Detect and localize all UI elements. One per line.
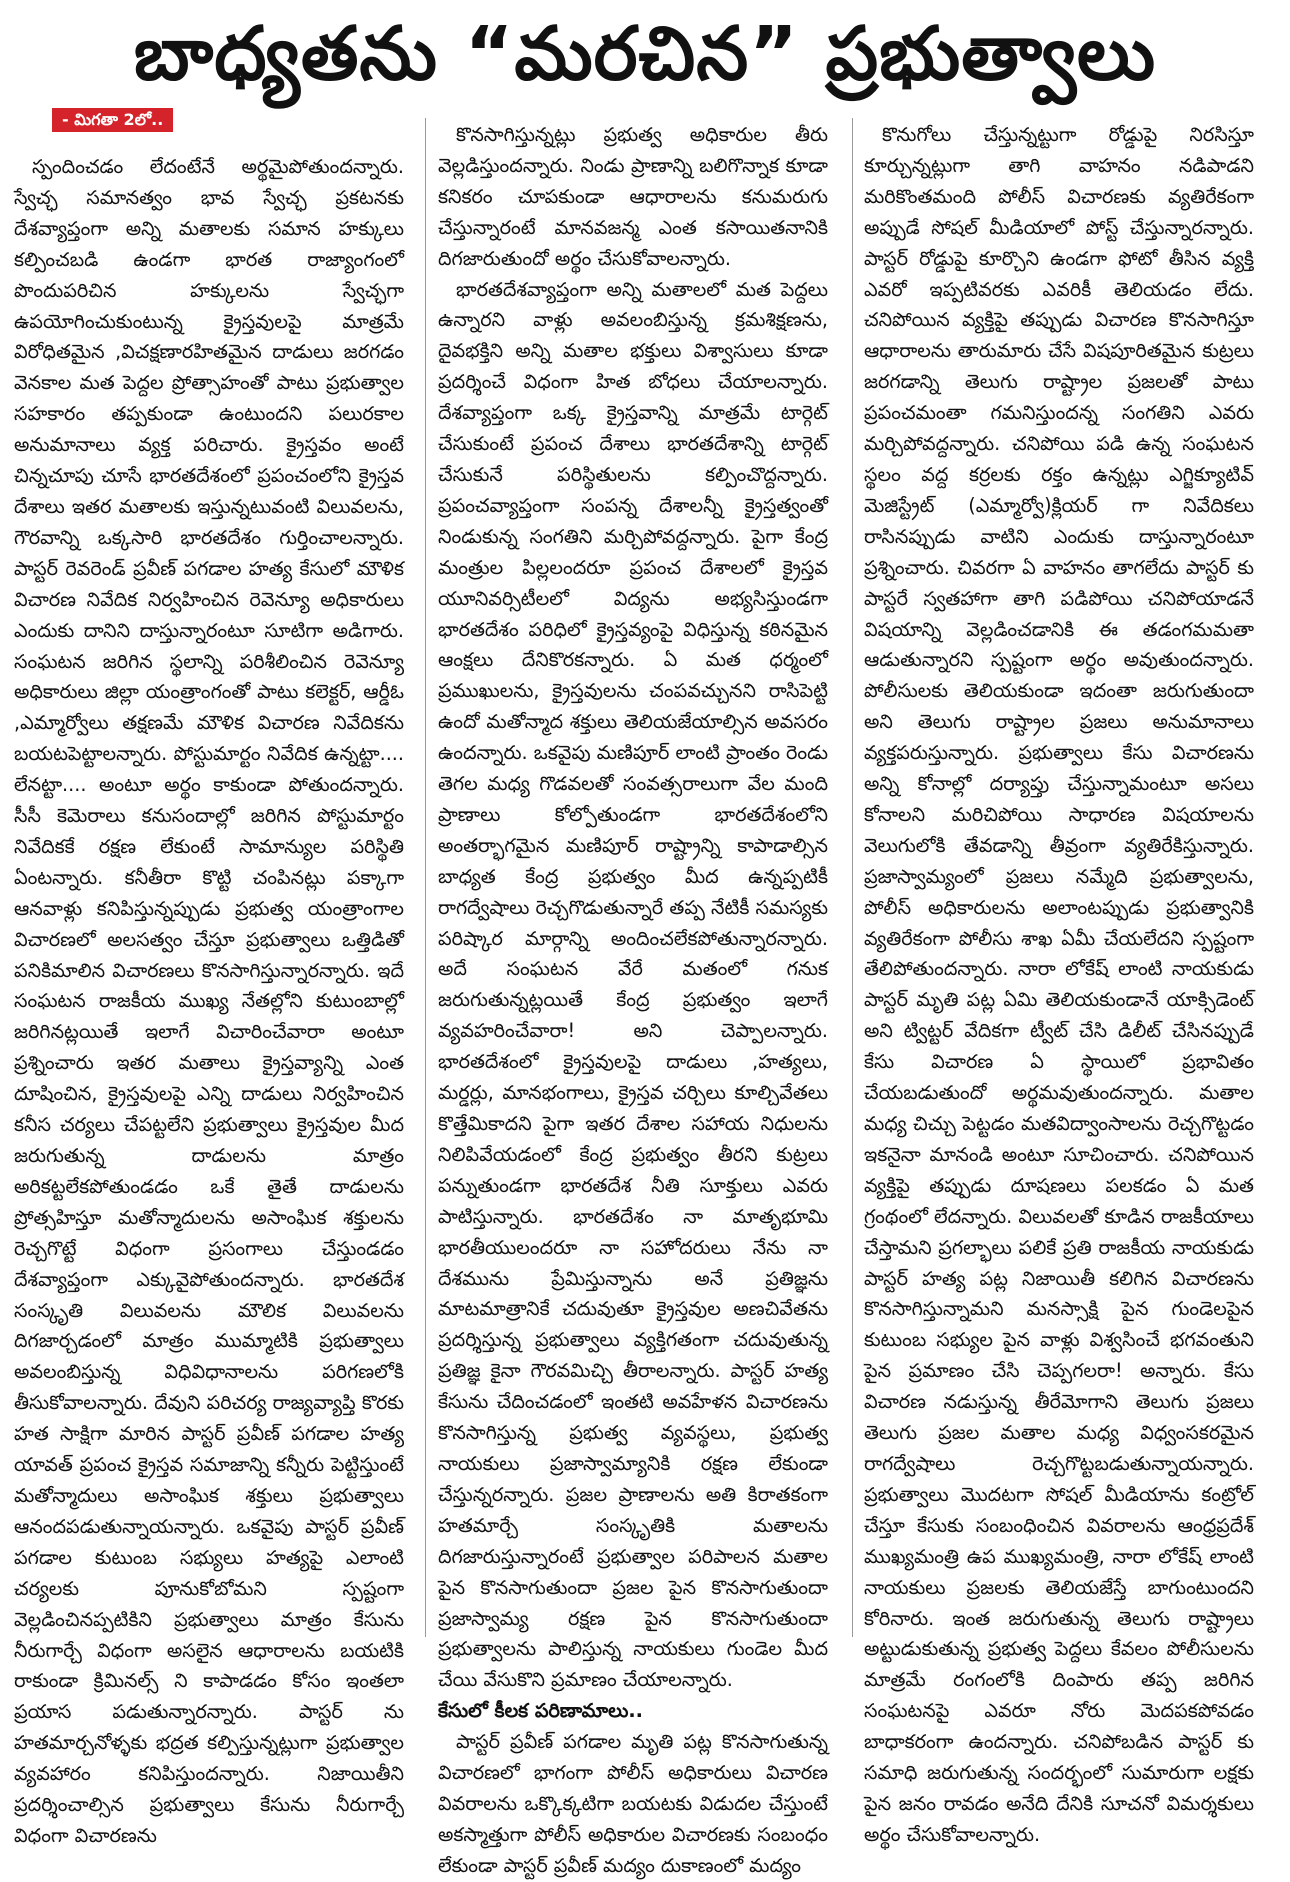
subheading: కేసులో కీలక పరిణామాలు.. <box>438 1699 643 1723</box>
article-column-3 <box>864 120 1255 1846</box>
column-divider <box>852 118 853 1637</box>
column-divider <box>425 118 426 1637</box>
article-paragraph: భారతదేశవ్యాప్తంగా అన్ని మతాలలో మత పెద్దలు ఉన్నారని వాళ్లు అవలంబిస్తున్న క్రమశిక్షణను, దైవభక్తిని అన్ని మతాల భక్తులు విశ్వాసులు కూడా ప్రదర్శించే విధంగా హిత బోధలు చేయాలన్నారు. దేశవ్యాప్తంగా ఒక్క క్రైస్తవాన్ని మాత్రమే టార్గెట్ చేసుకుంటే ప్రపంచ దేశాలు భారతదేశాన్ని టార్గెట్ చేసుకునే పరిస్థితులను కల్పించొద్దన్నారు. ప్రపంచవ్యాప్తంగా సంపన్న దేశాలన్నీ క్రైస్తత్వంతో నిండుకున్న సంగతిని మర్చిపోవద్దన్నారు. పైగా కేంద్ర మంత్రుల పిల్లలందరూ ప్రపంచ దేశాలలో క్రైస్తవ యూనివర్సిటీలలో విద్యను అభ్యసిస్తుండగా భారతదేశం పరిధిలో క్రైస్తవ్యంపై విధిస్తున్న కఠినమైన ఆంక్షలు దేనికొరకన్నారు. ఏ మత ధర్మంలో ప్రముఖులను, క్రైస్తవులను చంపవచ్చునని రాసిపెట్టి ఉందో మతోన్మాద శక్తులు తెలియజేయాల్సిన అవసరం ఉందన్నారు. ఒకవైపు మణిపూర్ లాంటి ప్రాంతం రెండు తెగల మధ్య గొడవలతో సంవత్సరాలుగా వేల మంది ప్రాణాలు కోల్పోతుండగా భారతదేశంలోని అంతర్భాగమైన మణిపూర్ రాష్ట్రాన్ని కాపాడాల్సిన బాధ్యత కేంద్ర ప్రభుత్వం మీద ఉన్నప్పటికీ రాగద్వేషాలు రెచ్చగొడుతున్నారే తప్ప నేటికీ సమస్యకు పరిష్కార మార్గాన్ని అందించలేకపోతున్నారన్నారు. అదే సంఘటన వేరే మతంలో గనుక జరుగుతున్నట్లయితే కేంద్ర ప్రభుత్వం ఇలాగే వ్యవహరించేవారా! అని చెప్పాలన్నారు. భారతదేశంలో క్రైస్తవులపై దాడులు ,హత్యలు, మర్డర్లు, మానభంగాలు, క్రైస్తవ చర్చిలు కూల్చివేతలు కొత్తేమికాదని పైగా ఇతర దేశాల సహాయ నిధులను నిలిపివేయడంలో కేంద్ర ప్రభుత్వం తీరని కుట్రలు పన్నుతుండగా భారతదేశ నీతి సూక్తులు ఎవరు పాటిస్తున్నారు. భారతదేశం నా మాతృభూమి భారతీయులందరూ నా సహోదరులు నేను నా దేశమును ప్రేమిస్తున్నాను అనే ప్రతిజ్ఞను మాటమాత్రానికే చదువుతూ క్రైస్తవుల అణచివేతను ప్రదర్శిస్తున్న ప్రభుత్వాలు వ్యక్తిగతంగా చదువుతున్న ప్రతిజ్ఞ కైనా గౌరవమిచ్చి తీరాలన్నారు. పాస్టర్ హత్య కేసును చేదించడంలో ఇంతటి అవహేళన విచారణను కొనసాగిస్తున్న ప్రభుత్వ వ్యవస్థలు, ప్రభుత్వ నాయకులు ప్రజాస్వామ్యానికి రక్షణ లేకుండా చేస్తున్నరన్నారు. ప్రజల ప్రాణాలను అతి కిరాతకంగా హతమార్చే సంస్కృతికి మతాలను దిగజారుస్తున్నారంటే ప్రభుత్వాల పరిపాలన మతాల పైన కొనసాగుతుందా ప్రజల పైన కొనసాగుతుందా ప్రజాస్వామ్య రక్షణ పైన కొనసాగుతుందా ప్రభుత్వాలను పాలిస్తున్న నాయకులు గుండెల మీద చేయి వేసుకొని ప్రమాణం చేయాలన్నారు. <box>438 277 828 1692</box>
continued-tag: - మిగతా 2లో.. <box>52 108 173 132</box>
headline: బాధ్యతను “మరచిన” ప్రభుత్వాలు <box>133 11 1157 97</box>
article-paragraph: కొనసాగిస్తున్నట్లు ప్రభుత్వ అధికారుల తీరు వెల్లడిస్తుందన్నారు. నిండు ప్రాణాన్ని బలిగొన్నాక కూడా కనికరం చూపకుండా ఆధారాలను కనుమరుగు చేస్తున్నారంటే మానవజన్మ ఎంత కసాయితనానికి దిగజారుతుందో అర్థం చేసుకోవాలన్నారు. <box>438 123 828 270</box>
article-column-2 <box>438 120 828 1877</box>
article-paragraph: స్పందించడం లేదంటేనే అర్థమైపోతుందన్నారు. స్వేచ్ఛ సమానత్వం భావ స్వేచ్ఛ ప్రకటనకు దేశవ్యాప్తంగా అన్ని మతాలకు సమాన హక్కులు కల్పించబడి ఉండగా భారత రాజ్యాంగంలో పొందుపరిచిన హక్కులను స్వేచ్ఛగా ఉపయోగించుకుంటున్న క్రైస్తవులపై మాత్రమే విరోధితమైన ,విచక్షణారహితమైన దాడులు జరగడం వెనకాల మత పెద్దల ప్రోత్సాహంతో పాటు ప్రభుత్వాల సహకారం తప్పకుండా ఉంటుందని పలురకాల అనుమానాలు వ్యక్త పరిచారు. క్రైస్తవం అంటే చిన్నచూపు చూసే భారతదేశంలో ప్రపంచంలోని క్రైస్తవ దేశాలు ఇతర మతాలకు ఇస్తున్నటువంటి విలువలను, గౌరవాన్ని ఒక్కసారి భారతదేశం గుర్తించాలన్నారు. పాస్టర్ రెవరెండ్ ప్రవీణ్ పగడాల హత్య కేసులో మౌళిక విచారణ నివేదిక నిర్వహించిన రెవెన్యూ అధికారులు ఎందుకు దానిని దాస్తున్నారంటూ సూటిగా అడిగారు. సంఘటన జరిగిన స్థలాన్ని పరిశీలించిన రెవెన్యూ అధికారులు జిల్లా యంత్రాంగంతో పాటు కలెక్టర్, ఆర్డీఓ ,ఎమ్మార్వోలు తక్షణమే మౌళిక విచారణ నివేదికను బయటపెట్టాలన్నారు. పోస్టుమార్టం నివేదిక ఉన్నట్టా.... లేనట్టా.... అంటూ అర్థం కాకుండా పోతుందన్నారు. సీసీ కెమెరాలు కనుసందాల్లో జరిగిన పోస్టుమార్టం నివేదికకే రక్షణ లేకుంటే సామాన్యుల పరిస్థితి ఏంటన్నారు. కనీతీరా కొట్టి చంపినట్లు పక్కాగా ఆనవాళ్లు కనిపిస్తున్నప్పుడు ప్రభుత్వ యంత్రాంగాల విచారణలో అలసత్వం చేస్తూ ప్రభుత్వాలు ఒత్తిడితో పనికిమాలిన విచారణలు కొనసాగిస్తున్నారన్నారు. ఇదే సంఘటన రాజకీయ ముఖ్య నేతల్లోని కుటుంబాల్లో జరిగినట్లయితే ఇలాగే విచారించేవారా అంటూ ప్రశ్నించారు ఇతర మతాలు క్రైస్తవ్యాన్ని ఎంత దూషించిన, క్రైస్తవులపై ఎన్ని దాడులు నిర్వహించిన కనీస చర్యలు చేపట్టలేని ప్రభుత్వాలు క్రైస్తవుల మీద జరుగుతున్న దాడులను మాత్రం అరికట్టలేకపోతుండడం ఒకే తైతే దాడులను ప్రోత్సహిస్తూ మతోన్మాదులను అసాంఘిక శక్తులను రెచ్చగొట్టే విధంగా ప్రసంగాలు చేస్తుండడం దేశవ్యాప్తంగా ఎక్కువైపోతుందన్నారు. భారతదేశ సంస్కృతి విలువలను మౌలిక విలువలను దిగజార్చడంలో మాత్రం ముమ్మాటికి ప్రభుత్వాలు అవలంబిస్తున్న విధివిధానాలను పరిగణలోకి తీసుకోవాలన్నారు. దేవుని పరిచర్య రాజ్యవ్యాప్తి కొరకు హత సాక్షిగా మారిన పాస్టర్ ప్రవీణ్ పగడాల హత్య యావత్ ప్రపంచ క్రైస్తవ సమాజాన్ని కన్నీరు పెట్టిస్తుంటే మతోన్మాదులు అసాంఘిక శక్తులు ప్రభుత్వాలు ఆనందపడుతున్నాయన్నారు. ఒకవైపు పాస్టర్ ప్రవీణ్ పగడాల కుటుంబ సభ్యులు హత్యపై ఎలాంటి చర్యలకు పూనుకోబోమని స్పష్టంగా వెల్లడించినప్పటికిని ప్రభుత్వాలు మాత్రం కేసును నీరుగార్చే విధంగా అసలైన ఆధారాలను బయటికి రాకుండా క్రిమినల్స్ ని కాపాడడం కోసం ఇంతలా ప్రయాస పడుతున్నారన్నారు. పాస్టర్ ను హతమార్చనోళ్ళకు భద్రత కల్పిస్తున్నట్లుగా ప్రభుత్వాల వ్యవహారం కనిపిస్తుందన్నారు. నిజాయితీని ప్రదర్శించాల్సిన ప్రభుత్వాలు కేసును నీరుగార్చే విధంగా విచారణను <box>14 155 404 1847</box>
article-paragraph: కొనుగోలు చేస్తున్నట్టుగా రోడ్డుపై నిరసిస్తూ కూర్చున్నట్లుగా తాగి వాహనం నడిపాడని మరికొంతమంది పోలీస్ విచారణకు వ్యతిరేకంగా అప్పుడే సోషల్ మీడియాలో పోస్ట్ చేస్తున్నారన్నారు. పాస్టర్ రోడ్డుపై కూర్చొని ఉండగా ఫోటో తీసిన వ్యక్తి ఎవరో ఇప్పటివరకు ఎవరికీ తెలియడం లేదు. చనిపోయిన వ్యక్తిపై తప్పుడు విచారణ కొనసాగిస్తూ ఆధారాలను తారుమారు చేసే విషపూరితమైన కుట్రలు జరగడాన్ని తెలుగు రాష్ట్రాల ప్రజలతో పాటు ప్రపంచమంతా గమనిస్తుందన్న సంగతిని ఎవరు మర్చిపోవద్దన్నారు. చనిపోయి పడి ఉన్న సంఘటన స్థలం వద్ద కర్రలకు రక్తం ఉన్నట్లు ఎగ్జిక్యూటివ్ మెజిస్ట్రేట్ (ఎమ్మార్వో)క్లియర్ గా నివేదికలు రాసినప్పుడు వాటిని ఎందుకు దాస్తున్నారంటూ ప్రశ్నించారు. చివరగా ఏ వాహనం తాగలేదు పాస్టర్ కు పాస్టరే స్వతహాగా తాగి పడిపోయి చనిపోయాడనే విషయాన్ని వెల్లడించడానికి ఈ తడంగమమతా ఆడుతున్నారని స్పష్టంగా అర్థం అవుతుందన్నారు. పోలీసులకు తెలియకుండా ఇదంతా జరుగుతుందా అని తెలుగు రాష్ట్రాల ప్రజలు అనుమానాలు వ్యక్తపరుస్తున్నారు. ప్రభుత్వాలు కేసు విచారణను అన్ని కోనాల్లో దర్యాప్తు చేస్తున్నామంటూ అసలు కోనాలని మరిచిపోయి సాధారణ విషయాలను వెలుగులోకి తేవడాన్ని తీవ్రంగా వ్యతిరేకిస్తున్నారు. ప్రజాస్వామ్యంలో ప్రజలు నమ్మేది ప్రభుత్వాలను, పోలీస్ అధికారులను అలాంటప్పుడు ప్రభుత్వానికి వ్యతిరేకంగా పోలీసు శాఖ ఏమీ చేయలేదని స్పష్టంగా తేలిపోతుందన్నారు. నారా లోకేష్ లాంటి నాయకుడు పాస్టర్ మృతి పట్ల ఏమి తెలియకుండానే యాక్సిడెంట్ అని ట్విట్టర్ వేదికగా ట్వీట్ చేసి డిలీట్ చేసినప్పుడే కేసు విచారణ ఏ స్థాయిలో ప్రభావితం చేయబడుతుందో అర్థమవుతుందన్నారు. మతాల మధ్య చిచ్చు పెట్టడం మతవిద్వాంసాలను రెచ్చగొట్టడం ఇకనైనా మానండి అంటూ సూచించారు. చనిపోయిన వ్యక్తిపై తప్పుడు దూషణలు పలకడం ఏ మత గ్రంథంలో లేదన్నారు. విలువలతో కూడిన రాజకీయాలు చేస్తామని ప్రగల్భాలు పలికే ప్రతి రాజకీయ నాయకుడు పాస్టర్ హత్య పట్ల నిజాయితీ కలిగిన విచారణను కొనసాగిస్తున్నామని మనస్సాక్షి పైన గుండెలపైన కుటుంబ సభ్యుల పైన వాళ్లు విశ్వసించే భగవంతుని పైన ప్రమాణం చేసి చెప్పగలరా! అన్నారు. కేసు విచారణ నడుస్తున్న తీరేమోగాని తెలుగు ప్రజలు తెలుగు ప్రజల మతాల మధ్య విధ్వంసకరమైన రాగద్వేషాలు రెచ్చగొట్టబడుతున్నాయన్నారు. ప్రభుత్వాలు మొదటగా సోషల్ మీడియాను కంట్రోల్ చేస్తూ కేసుకు సంబంధించిన వివరాలను ఆంధ్రప్రదేశ్ ముఖ్యమంత్రి ఉప ముఖ్యమంత్రి, నారా లోకేష్ లాంటి నాయకులు ప్రజలకు తెలియజేస్తే బాగుంటుందని కోరినారు. ఇంత జరుగుతున్న తెలుగు రాష్ట్రాలు అట్టుడుకుతున్న ప్రభుత్వ పెద్దలు కేవలం పోలీసులను మాత్రమే రంగంలోకి దింపారు తప్ప జరిగిన సంఘటనపై ఎవరూ నోరు మెదపకపోవడం బాధాకరంగా ఉందన్నారు. చనిపోబడిన పాస్టర్ కు సమాధి జరుగుతున్న సందర్భంలో సుమారుగా లక్షకు పైన జనం రావడం అనేది దేనికి సూచనో విమర్శకులు అర్థం చేసుకోవాలన్నారు. <box>864 123 1255 1846</box>
article-paragraph: పాస్టర్ ప్రవీణ్ పగడాల మృతి పట్ల కొనసాగుతున్న విచారణలో భాగంగా పోలీస్ అధికారులు విచారణ వివరాలను ఒక్కొక్కటిగా బయటకు విడుదల చేస్తుంటే అకస్మాత్తుగా పోలీస్ అధికారుల విచారణకు సంబంధం లేకుండా పాస్టర్ ప్రవీణ్ మద్యం దుకాణంలో మద్యం <box>438 1730 828 1877</box>
article-column-1 <box>14 152 404 1847</box>
